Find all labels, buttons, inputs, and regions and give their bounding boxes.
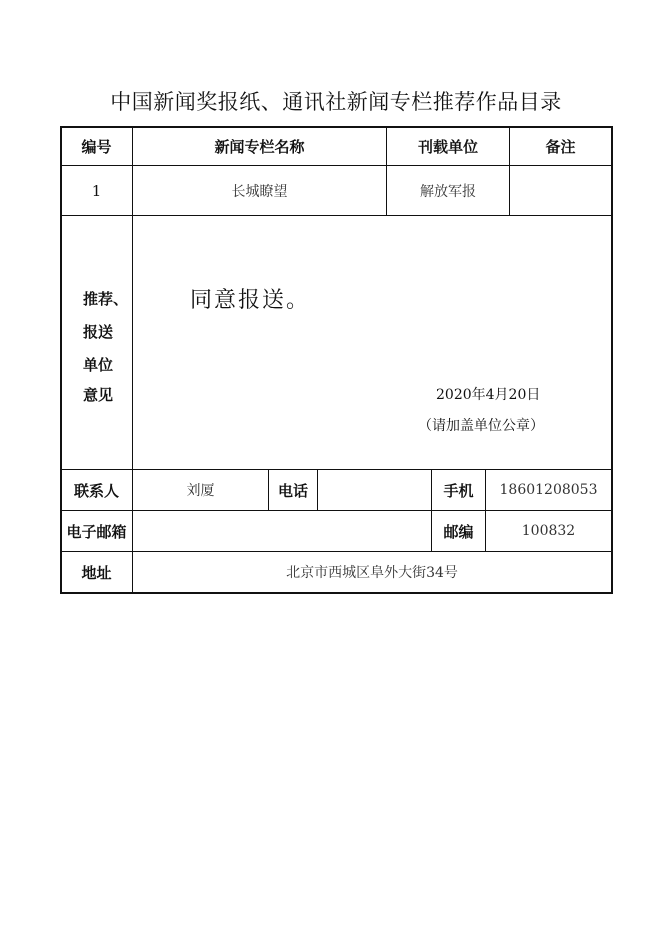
phone-label: 电话 <box>277 481 308 500</box>
row-column-name: 长城瞭望 <box>231 183 288 200</box>
email-value <box>133 511 431 551</box>
row-publisher: 解放军报 <box>420 183 476 200</box>
mobile-value: 18601208053 <box>499 482 598 498</box>
address-label: 地址 <box>81 563 112 582</box>
address-value: 北京市西城区阜外大街34号 <box>286 565 458 581</box>
contact-label: 联系人 <box>73 481 119 500</box>
phone-value <box>318 470 431 510</box>
recommendation-label-line: 推荐、 <box>83 290 129 308</box>
row-remarks <box>510 166 611 215</box>
row-number: 1 <box>91 181 102 200</box>
contact-value: 刘厦 <box>186 483 215 499</box>
header-publisher: 刊载单位 <box>417 137 478 156</box>
table-border-right <box>611 126 613 593</box>
header-remarks: 备注 <box>545 137 576 156</box>
recommendation-label-line: 报送 <box>83 323 114 341</box>
header-column-name: 新闻专栏名称 <box>214 137 305 156</box>
recommendation-label-line: 单位 <box>83 356 114 374</box>
row-rule <box>60 215 613 216</box>
recommendation-label-line: 意见 <box>83 386 114 404</box>
recommendation-opinion: 同意报送。 <box>190 288 311 313</box>
page-title: 中国新闻奖报纸、通讯社新闻专栏推荐作品目录 <box>110 90 562 114</box>
postcode-label: 邮编 <box>443 522 474 541</box>
header-number: 编号 <box>81 137 112 156</box>
recommendation-date: 2020年4月20日 <box>436 387 541 403</box>
email-label: 电子邮箱 <box>66 522 127 541</box>
mobile-label: 手机 <box>443 481 474 500</box>
postcode-value: 100832 <box>521 523 576 539</box>
table-border-bottom <box>60 592 613 594</box>
seal-note: （请加盖单位公章） <box>418 418 544 434</box>
